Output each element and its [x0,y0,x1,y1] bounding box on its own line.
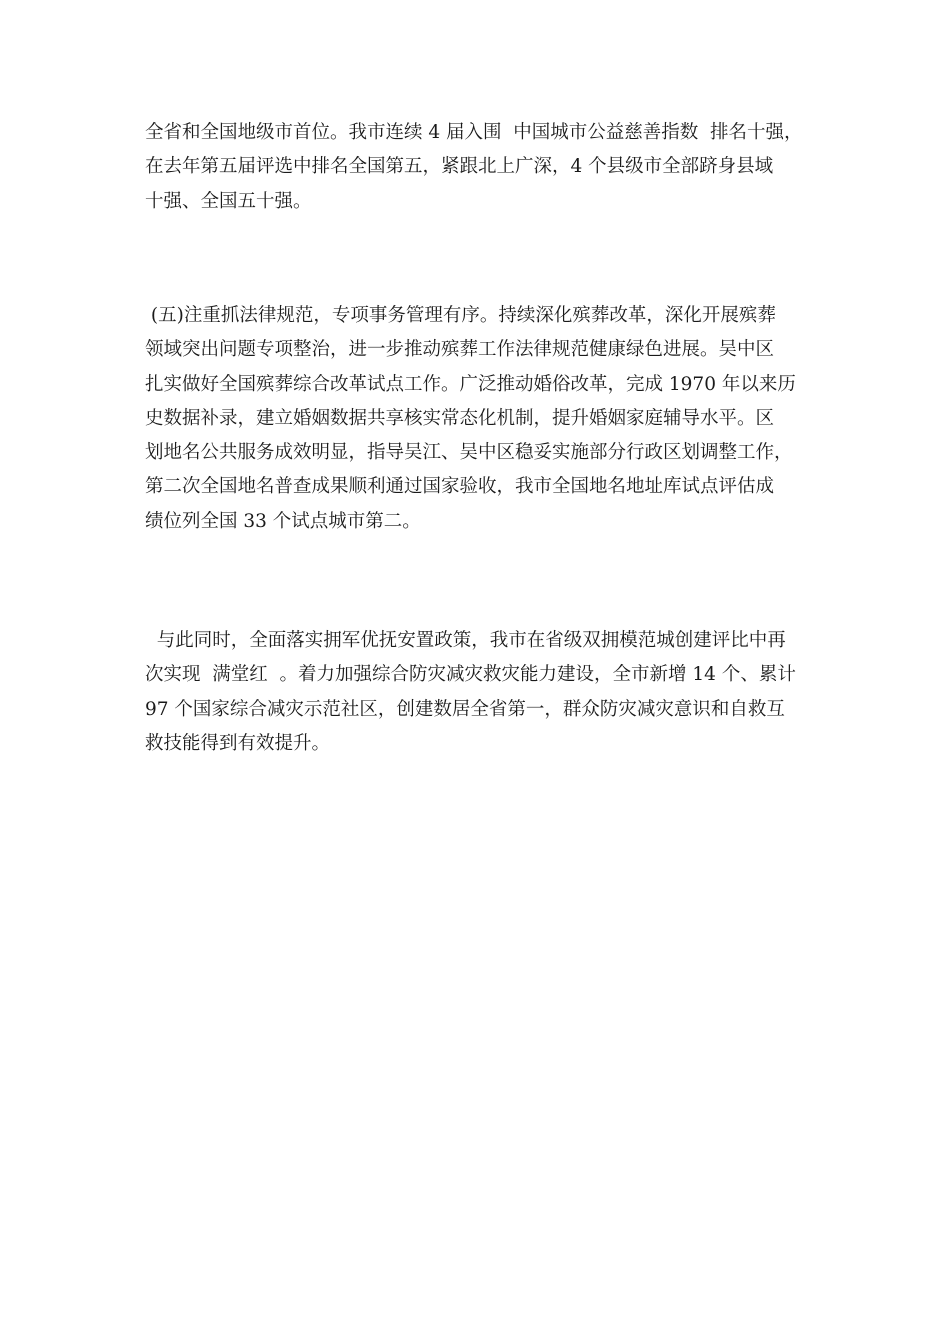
text-line: 在去年第五届评选中排名全国第五，紧跟北上广深，4 个县级市全部跻身县域 [145,156,774,178]
text-line: 史数据补录，建立婚姻数据共享核实常态化机制，提升婚姻家庭辅导水平。区 [145,407,775,429]
paragraph-military-support [145,624,810,761]
text-line: (五)注重抓法律规范，专项事务管理有序。持续深化殡葬改革，深化开展殡葬 [145,305,776,326]
text-line: 领域突出问题专项整治，进一步推动殡葬工作法律规范健康绿色进展。吴中区 [145,339,775,361]
text-line: 第二次全国地名普查成果顺利通过国家验收，我市全国地名地址库试点评估成 [145,476,775,498]
text-line: 绩位列全国 33 个试点城市第二。 [145,510,421,532]
paragraph-ranking [145,116,810,219]
text-line: 扎实做好全国殡葬综合改革试点工作。广泛推动婚俗改革，完成 1970 年以来历 [145,373,796,395]
text-line: 全省和全国地级市首位。我市连续 4 届入围 中国城市公益慈善指数 排名十强， [145,122,803,143]
text-line: 与此同时，全面落实拥军优抚安置政策，我市在省级双拥模范城创建评比中再 [145,630,786,651]
text-line: 次实现 满堂红 。着力加强综合防灾减灾救灾能力建设，全市新增 14 个、累计 [145,664,796,686]
text-line: 97 个国家综合减灾示范社区，创建数居全省第一，群众防灾减灾意识和自救互 [145,698,785,720]
text-line: 十强、全国五十强。 [145,190,312,212]
paragraph-legal-norms [145,299,810,539]
text-line: 划地名公共服务成效明显，指导吴江、吴中区稳妥实施部分行政区划调整工作， [145,442,793,464]
text-line: 救技能得到有效提升。 [145,732,331,754]
